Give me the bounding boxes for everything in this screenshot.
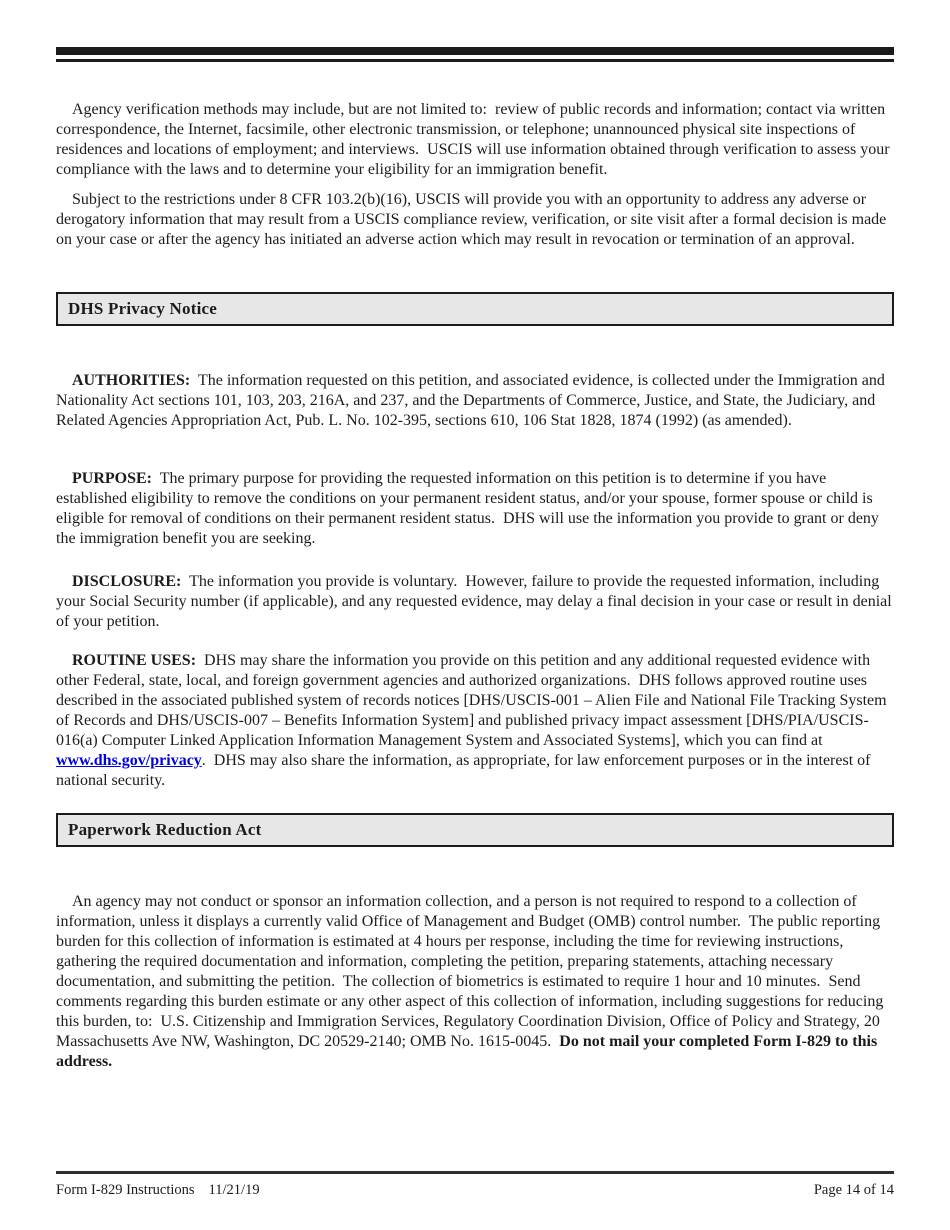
header-rule-thin xyxy=(56,59,894,62)
dhs-privacy-link[interactable]: www.dhs.gov/privacy xyxy=(56,752,202,769)
header-rule-thick xyxy=(56,47,894,55)
dhs-privacy-notice-heading: DHS Privacy Notice xyxy=(68,299,218,318)
footer xyxy=(56,1181,894,1200)
purpose-text: The primary purpose for providing the requested information on this petition is to determine if you have established eligibility to remove the conditions on your permanent resident status, and/or your spouse, former spouse or child is eligible for removal of conditions on their permanent resident status. DHS will use the information you provide to grant or deny the immigration benefit you are seeking. xyxy=(56,470,883,547)
routine-uses-text-before-link: DHS may share the information you provide on this petition and any additional requested evidence with other Federal, state, local, and foreign government agencies and authorized organizations. DHS follows approved routine uses described in the associated published system of records notices [DHS/USCIS-001 – Alien File and National File Tracking System of Records and DHS/USCIS-007 – Benefits Information System] and published privacy impact assessment [DHS/PIA/USCIS-016(a) Computer Linked Application Information Management System and Associated Systems], which you can find at xyxy=(56,652,891,749)
disclosure-label: DISCLOSURE: xyxy=(72,573,182,590)
footer-page-indicator: Page 14 of 14 xyxy=(813,1182,894,1198)
footer-form-title: Form I-829 Instructions xyxy=(56,1182,195,1198)
paperwork-reduction-act-header xyxy=(56,813,894,847)
authorities-label: AUTHORITIES: xyxy=(72,372,191,389)
paperwork-burden-text: An agency may not conduct or sponsor an information collection, and a person is not required to respond to a collection of information, unless it displays a currently valid Office of Management and Budget (OMB) control number. The public reporting burden for this collection of information is estimated at 4 hours per response, including the time for reviewing instructions, gathering the required documentation and information, completing the petition, preparing statements, attaching necessary documentation, and submitting the petition. The collection of biometrics is estimated to require 1 hour and 10 minutes. Send comments regarding this burden estimate or any other aspect of this collection of information, including suggestions for reducing this burden, to: U.S. Citizenship and Immigration Services, Regulatory Coordination Division, Office of Policy and Strategy, 20 Massachusetts Ave NW, Washington, DC 20529-2140; OMB No. 1615-0045. xyxy=(56,893,888,1050)
do-not-mail-notice: Do not mail your completed Form I-829 to this address. xyxy=(56,1033,882,1070)
purpose-paragraph xyxy=(56,449,894,569)
purpose-label: PURPOSE: xyxy=(72,470,152,487)
routine-uses-text-after-link: . DHS may also share the information, as appropriate, for law enforcement purposes or in the interest of national security. xyxy=(56,752,875,789)
subject-restrictions-text: Subject to the restrictions under 8 CFR 103.2(b)(16), USCIS will provide you with an opportunity to address any adverse or derogatory information that may result from a USCIS compliance review, verification, or site visit after a formal decision is made on your case or after the agency has initiated an adverse action which may result in revocation or termination of an approval. xyxy=(56,191,891,248)
routine-uses-paragraph xyxy=(56,631,894,811)
subject-restrictions-paragraph xyxy=(56,170,894,270)
dhs-privacy-notice-header xyxy=(56,292,894,326)
footer-edition-date: 11/21/19 xyxy=(208,1182,260,1198)
authorities-paragraph xyxy=(56,351,894,451)
footer-rule xyxy=(56,1171,894,1174)
paperwork-burden-paragraph xyxy=(56,872,894,1092)
agency-verification-text: Agency verification methods may include, but are not limited to: review of public records and information; contact via written correspondence, the Internet, facsimile, other electronic transmission, or telephone; unannounced physical site inspections of residences and locations of employment; and interviews. USCIS will use information obtained through verification to assess your compliance with the laws and to determine your eligibility for an immigration benefit. xyxy=(56,101,894,178)
routine-uses-label: ROUTINE USES: xyxy=(72,652,197,669)
paperwork-reduction-act-heading: Paperwork Reduction Act xyxy=(68,820,262,839)
footer-left xyxy=(56,1181,260,1200)
authorities-text: The information requested on this petition, and associated evidence, is collected under the Immigration and Nationality Act sections 101, 103, 203, 216A, and 237, and the Departments of Commerce, Justice, and State, the Judiciary, and Related Agencies Appropriation Act, Pub. L. No. 102-395, sections 610, 106 Stat 1828, 1874 (1992) (as amended). xyxy=(56,372,889,429)
disclosure-text: The information you provide is voluntary. However, failure to provide the requested information, including your Social Security number (if applicable), and any requested evidence, may delay a final decision in your case or result in denial of your petition. xyxy=(56,573,896,630)
